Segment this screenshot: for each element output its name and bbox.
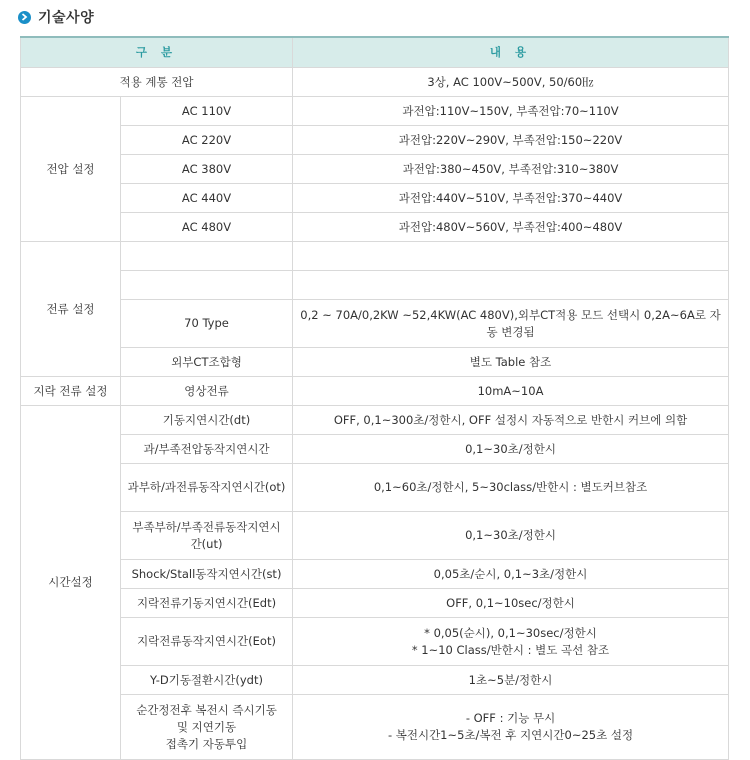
- spec-table: [20, 36, 729, 760]
- group-label-time: 시간설정: [21, 406, 121, 760]
- value-line: - 복전시간1~5초/복전 후 지연시간0~25초 설정: [387, 728, 634, 742]
- table-row: [21, 184, 729, 213]
- table-row: [21, 300, 729, 348]
- row-value: [293, 271, 729, 300]
- table-row: [21, 213, 729, 242]
- row-sub: 부족부하/부족전류동작지연시간(ut): [121, 512, 293, 560]
- group-label-current: 전류 설정: [21, 242, 121, 377]
- row-value: 0,05초/순시, 0,1~3초/정한시: [293, 560, 729, 589]
- row-value: 0,2 ~ 70A/0,2KW ~52,4KW(AC 480V),외부CT적용 모드 선택시 0,2A~6A로 자동 변경됨: [293, 300, 729, 348]
- row-value: 0,1~60초/정한시, 5~30class/반한시 : 별도커브참조: [293, 464, 729, 512]
- table-row: [21, 348, 729, 377]
- table-row: [21, 666, 729, 695]
- table-row: [21, 464, 729, 512]
- group-label-voltage: 전압 설정: [21, 97, 121, 242]
- row-sub: 과/부족전압동작지연시간: [121, 435, 293, 464]
- row-value: 1초~5분/정한시: [293, 666, 729, 695]
- row-value: [293, 242, 729, 271]
- table-row: [21, 560, 729, 589]
- table-row: [21, 512, 729, 560]
- table-row: [21, 97, 729, 126]
- chevron-right-icon: [18, 11, 31, 24]
- table-row: [21, 377, 729, 406]
- section-heading: [18, 6, 94, 28]
- row-sub: AC 480V: [121, 213, 293, 242]
- value-line: * 1~10 Class/반한시 : 별도 곡선 참조: [411, 642, 610, 657]
- sub-line: 및 지연기동: [176, 719, 237, 734]
- row-sub: [121, 271, 293, 300]
- row-sub: 외부CT조합형: [121, 348, 293, 377]
- row-sub: [121, 695, 293, 760]
- table-row: [21, 68, 729, 97]
- row-value: 3상, AC 100V~500V, 50/60㎐: [293, 68, 729, 97]
- value-line: - OFF : 기능 무시: [465, 711, 556, 725]
- row-value: 10mA~10A: [293, 377, 729, 406]
- row-value: 과전압:380~450V, 부족전압:310~380V: [293, 155, 729, 184]
- table-row: [21, 589, 729, 618]
- section-title: 기술사양: [38, 10, 95, 26]
- row-sub: 영상전류: [121, 377, 293, 406]
- table-row: [21, 435, 729, 464]
- row-sub: AC 220V: [121, 126, 293, 155]
- header-category: 구 분: [21, 37, 293, 68]
- row-value: [293, 618, 729, 666]
- table-row: [21, 155, 729, 184]
- row-value: OFF, 0,1~300초/정한시, OFF 설정시 자동적으로 반한시 커브에 의함: [293, 406, 729, 435]
- row-sub: 70 Type: [121, 300, 293, 348]
- value-line: * 0,05(순시), 0,1~30sec/정한시: [424, 625, 597, 640]
- row-value: 과전압:110V~150V, 부족전압:70~110V: [293, 97, 729, 126]
- row-value: OFF, 0,1~10sec/정한시: [293, 589, 729, 618]
- row-value: 0,1~30초/정한시: [293, 435, 729, 464]
- row-sub: [121, 242, 293, 271]
- row-sub: Shock/Stall동작지연시간(st): [121, 560, 293, 589]
- table-row: [21, 406, 729, 435]
- row-sub: 지락전류동작지연시간(Eot): [121, 618, 293, 666]
- row-value: 과전압:440V~510V, 부족전압:370~440V: [293, 184, 729, 213]
- row-value: 과전압:480V~560V, 부족전압:400~480V: [293, 213, 729, 242]
- table-row: [21, 242, 729, 271]
- row-sub: AC 110V: [121, 97, 293, 126]
- group-label-ground: 지락 전류 설정: [21, 377, 121, 406]
- row-value: 0,1~30초/정한시: [293, 512, 729, 560]
- table-row: [21, 126, 729, 155]
- row-value: [293, 695, 729, 760]
- table-row: [21, 618, 729, 666]
- row-sub: Y-D기동절환시간(ydt): [121, 666, 293, 695]
- table-row: [21, 695, 729, 760]
- table-row: [21, 271, 729, 300]
- sub-line: 순간정전후 복전시 즉시기동: [136, 702, 277, 717]
- sub-line: 접촉기 자동투입: [165, 736, 248, 751]
- row-sub: 지락전류기동지연시간(Edt): [121, 589, 293, 618]
- row-label: 적용 계통 전압: [21, 68, 293, 97]
- header-content: 내 용: [293, 37, 729, 68]
- row-sub: 과부하/과전류동작지연시간(ot): [121, 464, 293, 512]
- row-value: 별도 Table 참조: [293, 348, 729, 377]
- row-value: 과전압:220V~290V, 부족전압:150~220V: [293, 126, 729, 155]
- row-sub: AC 440V: [121, 184, 293, 213]
- row-sub: AC 380V: [121, 155, 293, 184]
- row-sub: 기동지연시간(dt): [121, 406, 293, 435]
